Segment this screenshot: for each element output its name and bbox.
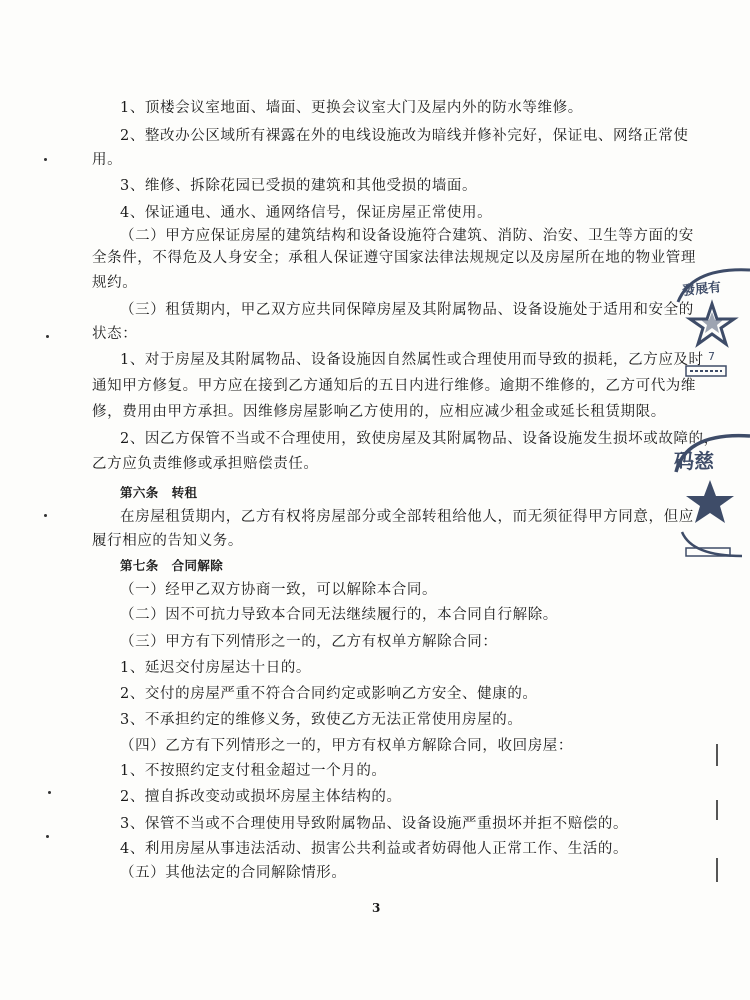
scan-edge-mark — [716, 858, 718, 882]
text-line: （三）甲方有下列情形之一的，乙方有权单方解除合同： — [120, 634, 498, 650]
scan-speck — [48, 791, 51, 794]
svg-text:7: 7 — [708, 350, 715, 363]
text-line: 2、交付的房屋严重不符合合同约定或影响乙方安全、健康的。 — [120, 686, 538, 702]
text-line: （二）因不可抗力导致本合同无法继续履行的，本合同自行解除。 — [120, 607, 558, 623]
text-line: 状态： — [92, 326, 138, 342]
text-line: 在房屋租赁期内，乙方有权将房屋部分或全部转租给他人，而无须征得甲方同意，但应 — [120, 509, 694, 525]
text-line: 2、整改办公区域所有裸露在外的电线设施改为暗线并修补完好，保证电、网络正常使 — [120, 128, 689, 144]
page-number: 3 — [372, 901, 381, 915]
text-line: （三）租赁期内，甲乙双方应共同保障房屋及其附属物品、设备设施处于适用和安全的 — [120, 302, 694, 318]
scan-speck — [46, 335, 49, 338]
text-line: 通知甲方修复。甲方应在接到乙方通知后的五日内进行维修。逾期不维修的，乙方可代为维 — [92, 378, 696, 394]
text-line: （四）乙方有下列情形之一的，甲方有权单方解除合同，收回房屋： — [120, 738, 573, 754]
scan-speck — [46, 835, 49, 838]
text-line: （五）其他法定的合同解除情形。 — [120, 865, 347, 881]
text-line: 3、保管不当或不合理使用导致附属物品、设备设施严重损坏并拒不赔偿的。 — [120, 816, 629, 832]
text-line: 规约。 — [92, 275, 138, 291]
text-line: 4、利用房屋从事违法活动、损害公共利益或者妨碍他人正常工作、生活的。 — [120, 841, 629, 857]
text-line: 1、不按照约定支付租金超过一个月的。 — [120, 763, 387, 779]
text-line: 3、不承担约定的维修义务，致使乙方无法正常使用房屋的。 — [120, 712, 523, 728]
text-line: （二）甲方应保证房屋的建筑结构和设备设施符合建筑、消防、治安、卫生等方面的安 — [120, 228, 694, 244]
text-line: 2、擅自拆改变动或损坏房屋主体结构的。 — [120, 789, 402, 805]
text-line: 1、顶楼会议室地面、墙面、更换会议室大门及屋内外的防水等维修。 — [120, 100, 583, 116]
seal-stamp-upper-icon — [672, 262, 750, 392]
text-line: 1、对于房屋及其附属物品、设备设施因自然属性或合理使用而导致的损耗，乙方应及时 — [120, 352, 704, 368]
text-line: 履行相应的告知义务。 — [92, 533, 243, 549]
scan-speck — [44, 514, 47, 517]
scan-edge-mark — [716, 800, 718, 820]
text-line: 修，费用由甲方承担。因维修房屋影响乙方使用的，应相应减少租金或延长租赁期限。 — [92, 404, 666, 420]
seal-stamp-lower-icon — [672, 432, 750, 562]
text-line: 乙方应负责维修或承担赔偿责任。 — [92, 456, 319, 472]
text-line: 全条件，不得危及人身安全；承租人保证遵守国家法律法规规定以及房屋所在地的物业管理 — [92, 250, 696, 266]
text-line: 用。 — [92, 152, 123, 168]
svg-text:码慈: 码慈 — [674, 449, 714, 473]
scan-speck — [44, 158, 47, 161]
section-heading: 第六条 转租 — [120, 485, 198, 500]
svg-text:發展有: 發展有 — [681, 280, 722, 300]
text-line: 2、因乙方保管不当或不合理使用，致使房屋及其附属物品、设备设施发生损坏或故障的， — [120, 431, 719, 447]
text-line: 4、保证通电、通水、通网络信号，保证房屋正常使用。 — [120, 205, 493, 221]
text-line: （一）经甲乙双方协商一致，可以解除本合同。 — [120, 582, 438, 598]
section-heading: 第七条 合同解除 — [120, 558, 224, 573]
text-line: 1、延迟交付房屋达十日的。 — [120, 660, 312, 676]
text-line: 3、维修、拆除花园已受损的建筑和其他受损的墙面。 — [120, 178, 478, 194]
scan-edge-mark — [716, 744, 718, 766]
